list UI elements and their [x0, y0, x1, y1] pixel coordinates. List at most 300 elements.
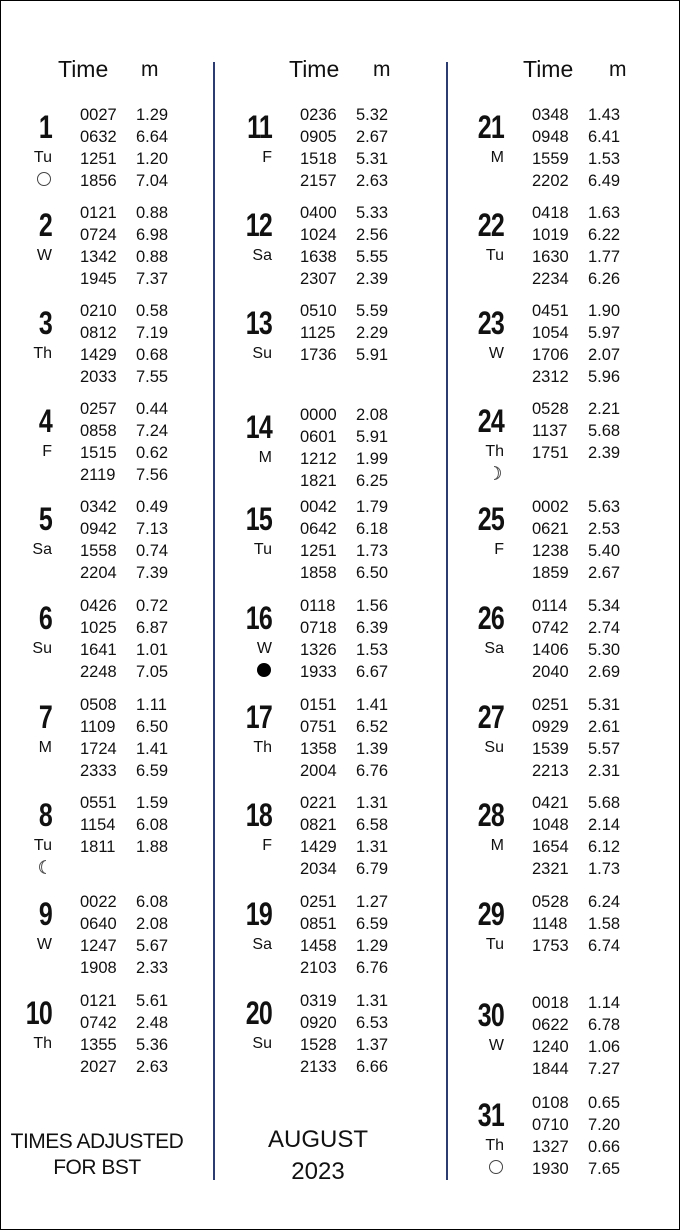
- weekday-label: Sa: [252, 247, 272, 264]
- tide-time: 1515: [80, 444, 117, 462]
- day-number: 24: [477, 403, 504, 439]
- tide-height: 2.63: [356, 172, 389, 190]
- tide-height: 5.96: [588, 368, 621, 386]
- day-number: 1: [38, 109, 52, 145]
- tide-time: 0108: [532, 1094, 569, 1112]
- day-entry-18: [245, 793, 420, 885]
- day-entry-8: [30, 793, 200, 885]
- weekday-label: Su: [252, 1035, 272, 1052]
- tide-time: 0251: [532, 696, 569, 714]
- tide-height: 6.78: [588, 1016, 621, 1034]
- bst-note-line1: TIMES ADJUSTED: [10, 1130, 184, 1153]
- day-number: 13: [245, 305, 272, 341]
- tide-height: 6.76: [356, 959, 389, 977]
- tide-height: 5.91: [356, 428, 389, 446]
- tide-time: 0718: [300, 619, 337, 637]
- day-number: 5: [38, 501, 52, 537]
- tide-time: 1856: [80, 172, 117, 190]
- tide-height: 0.62: [136, 444, 169, 462]
- tide-time: 1930: [532, 1160, 569, 1178]
- tide-height: 2.39: [588, 444, 621, 462]
- tide-height: 1.11: [136, 696, 167, 714]
- tide-time: 0319: [300, 992, 337, 1010]
- tide-height: 5.63: [588, 498, 621, 516]
- tide-height: 7.05: [136, 663, 169, 681]
- tide-time: 0210: [80, 302, 117, 320]
- tide-height: 1.31: [356, 992, 389, 1010]
- tide-height: 1.58: [588, 915, 621, 933]
- tide-height: 2.39: [356, 270, 389, 288]
- tide-height: 6.50: [136, 718, 169, 736]
- tide-time: 0342: [80, 498, 117, 516]
- weekday-label: W: [488, 345, 504, 362]
- weekday-label: M: [490, 837, 504, 854]
- day-number: 17: [245, 699, 272, 735]
- tide-height: 6.53: [356, 1014, 389, 1032]
- tide-time: 1327: [532, 1138, 569, 1156]
- tide-time: 1251: [300, 542, 337, 560]
- tide-height: 2.29: [356, 324, 389, 342]
- tide-height: 6.50: [356, 564, 389, 582]
- tide-height: 2.21: [588, 400, 621, 418]
- tide-time: 0942: [80, 520, 117, 538]
- tide-time: 0221: [300, 794, 337, 812]
- tide-time: 1355: [80, 1036, 117, 1054]
- tide-height: 1.77: [588, 248, 621, 266]
- tide-height: 6.24: [588, 893, 621, 911]
- tide-time: 1429: [300, 838, 337, 856]
- day-entry-12: [245, 203, 420, 295]
- tide-height: 6.18: [356, 520, 389, 538]
- tide-height: 5.32: [356, 106, 389, 124]
- tide-time: 0426: [80, 597, 117, 615]
- day-number: 23: [477, 305, 504, 341]
- tide-time: 1518: [300, 150, 337, 168]
- weekday-label: Tu: [33, 149, 52, 166]
- day-entry-4: [30, 399, 200, 491]
- tide-height: 6.87: [136, 619, 169, 637]
- tide-time: 1558: [80, 542, 117, 560]
- weekday-label: Tu: [253, 541, 272, 558]
- day-number: 12: [245, 207, 272, 243]
- tide-time: 1109: [80, 718, 116, 736]
- tide-height: 0.88: [136, 204, 169, 222]
- tide-height: 5.36: [136, 1036, 169, 1054]
- height-header: m: [609, 58, 627, 81]
- tide-time: 1858: [300, 564, 337, 582]
- tide-height: 1.06: [588, 1038, 621, 1056]
- tide-time: 1751: [532, 444, 569, 462]
- tide-time: 1724: [80, 740, 117, 758]
- tide-height: 7.04: [136, 172, 169, 190]
- weekday-label: F: [262, 149, 272, 166]
- tide-height: 2.07: [588, 346, 621, 364]
- tide-height: 2.14: [588, 816, 621, 834]
- tide-height: 5.34: [588, 597, 621, 615]
- tide-time: 2103: [300, 959, 337, 977]
- tide-time: 0528: [532, 893, 569, 911]
- tide-time: 1137: [532, 422, 568, 440]
- tide-height: 1.31: [356, 838, 389, 856]
- tide-time: 2157: [300, 172, 337, 190]
- day-entry-23: [477, 301, 652, 393]
- tide-height: 7.37: [136, 270, 169, 288]
- day-entry-21: [477, 105, 652, 197]
- tide-time: 0257: [80, 400, 117, 418]
- tide-time: 0724: [80, 226, 117, 244]
- weekday-label: Tu: [485, 247, 504, 264]
- day-entry-25: [477, 497, 652, 589]
- day-entry-11: [247, 105, 420, 197]
- day-entry-14: [245, 405, 420, 497]
- tide-time: 1933: [300, 663, 337, 681]
- day-number: 10: [25, 995, 52, 1031]
- tide-height: 0.68: [136, 346, 169, 364]
- weekday-label: Th: [33, 345, 52, 362]
- day-entry-3: [30, 301, 200, 393]
- tide-time: 0002: [532, 498, 569, 516]
- tide-height: 1.39: [356, 740, 389, 758]
- tide-height: 6.39: [356, 619, 389, 637]
- tide-height: 6.52: [356, 718, 389, 736]
- day-number: 9: [38, 896, 52, 932]
- tide-time: 0742: [532, 619, 569, 637]
- tide-height: 5.31: [588, 696, 621, 714]
- tide-time: 1024: [300, 226, 337, 244]
- tide-time: 0710: [532, 1116, 569, 1134]
- tide-time: 1238: [532, 542, 569, 560]
- day-entry-30: [477, 993, 652, 1085]
- tide-height: 6.64: [136, 128, 169, 146]
- tide-time: 0348: [532, 106, 569, 124]
- tide-height: 0.66: [588, 1138, 621, 1156]
- tide-time: 1559: [532, 150, 569, 168]
- tide-time: 1342: [80, 248, 117, 266]
- day-entry-10: [25, 991, 200, 1083]
- tide-time: 1025: [80, 619, 117, 637]
- tide-height: 5.55: [356, 248, 389, 266]
- tide-height: 5.33: [356, 204, 389, 222]
- day-entry-1: [30, 105, 200, 197]
- tide-height: 7.27: [588, 1060, 621, 1078]
- tide-time: 2033: [80, 368, 117, 386]
- day-number: 29: [477, 896, 504, 932]
- day-number: 11: [247, 109, 272, 145]
- tide-time: 1908: [80, 959, 117, 977]
- tide-height: 1.37: [356, 1036, 389, 1054]
- tide-height: 1.43: [588, 106, 621, 124]
- day-number: 20: [245, 995, 272, 1031]
- tide-height: 5.68: [588, 794, 621, 812]
- tide-time: 2312: [532, 368, 569, 386]
- tide-time: 2004: [300, 762, 337, 780]
- tide-height: 5.67: [136, 937, 169, 955]
- weekday-label: Sa: [484, 640, 504, 657]
- tide-time: 2204: [80, 564, 117, 582]
- day-number: 7: [38, 699, 52, 735]
- day-number: 28: [477, 797, 504, 833]
- tide-time: 0640: [80, 915, 117, 933]
- tide-time: 1358: [300, 740, 337, 758]
- tide-time: 1048: [532, 816, 569, 834]
- tide-height: 2.67: [588, 564, 621, 582]
- tide-height: 2.74: [588, 619, 621, 637]
- day-number: 8: [38, 797, 52, 833]
- month-name: AUGUST: [267, 1126, 368, 1153]
- day-number: 27: [477, 699, 504, 735]
- day-entry-19: [245, 892, 420, 984]
- tide-time: 0151: [300, 696, 337, 714]
- tide-time: 2333: [80, 762, 117, 780]
- tide-height: 6.41: [588, 128, 621, 146]
- tide-time: 1844: [532, 1060, 569, 1078]
- weekday-label: Tu: [33, 837, 52, 854]
- tide-time: 1019: [532, 226, 569, 244]
- tide-height: 5.68: [588, 422, 621, 440]
- tide-height: 7.39: [136, 564, 169, 582]
- weekday-label: W: [36, 936, 52, 953]
- last-quarter-moon-icon: [36, 859, 52, 875]
- weekday-label: Su: [484, 739, 504, 756]
- tide-height: 5.40: [588, 542, 621, 560]
- tide-height: 6.26: [588, 270, 621, 288]
- tide-height: 0.72: [136, 597, 169, 615]
- tide-height: 2.08: [356, 406, 389, 424]
- tide-time: 0929: [532, 718, 569, 736]
- tide-time: 1212: [300, 450, 337, 468]
- tide-height: 1.29: [356, 937, 389, 955]
- tide-time: 0621: [532, 520, 569, 538]
- tide-height: 1.73: [588, 860, 621, 878]
- tide-time: 0236: [300, 106, 337, 124]
- tide-time: 0920: [300, 1014, 337, 1032]
- tide-height: 7.13: [136, 520, 169, 538]
- tide-height: 6.12: [588, 838, 621, 856]
- tide-time: 0421: [532, 794, 569, 812]
- tide-time: 0508: [80, 696, 117, 714]
- tide-time: 1539: [532, 740, 569, 758]
- tide-time: 1247: [80, 937, 117, 955]
- tide-height: 0.88: [136, 248, 169, 266]
- day-number: 26: [477, 600, 504, 636]
- tide-time: 1154: [80, 816, 116, 834]
- tide-height: 6.22: [588, 226, 621, 244]
- day-entry-2: [30, 203, 200, 295]
- tide-time: 2213: [532, 762, 569, 780]
- bst-note: [2, 1129, 192, 1181]
- full-moon-icon: [36, 171, 52, 187]
- tide-height: 7.55: [136, 368, 169, 386]
- tide-height: 2.33: [136, 959, 169, 977]
- tide-height: 2.08: [136, 915, 169, 933]
- year: 2023: [291, 1158, 345, 1185]
- weekday-label: Su: [252, 345, 272, 362]
- height-header: m: [141, 58, 159, 81]
- day-number: 15: [245, 501, 272, 537]
- full-moon-icon: [488, 1159, 504, 1175]
- tide-time: 0118: [300, 597, 336, 615]
- tide-time: 1654: [532, 838, 569, 856]
- tide-time: 1811: [80, 838, 116, 856]
- day-entry-16: [245, 596, 420, 688]
- tide-time: 1125: [300, 324, 336, 342]
- tide-height: 2.53: [588, 520, 621, 538]
- tide-height: 0.65: [588, 1094, 621, 1112]
- weekday-label: W: [36, 247, 52, 264]
- tide-time: 0601: [300, 428, 337, 446]
- tide-height: 5.59: [356, 302, 389, 320]
- day-number: 16: [245, 600, 272, 636]
- tide-height: 1.99: [356, 450, 389, 468]
- weekday-label: F: [42, 443, 52, 460]
- day-number: 21: [477, 109, 504, 145]
- tide-height: 2.56: [356, 226, 389, 244]
- tide-time: 1753: [532, 937, 569, 955]
- weekday-label: Th: [485, 443, 504, 460]
- tide-time: 0642: [300, 520, 337, 538]
- tide-height: 1.41: [356, 696, 389, 714]
- day-number: 3: [38, 305, 52, 341]
- tide-height: 6.76: [356, 762, 389, 780]
- day-entry-6: [30, 596, 200, 688]
- day-entry-29: [477, 892, 652, 984]
- tide-height: 7.24: [136, 422, 169, 440]
- weekday-label: M: [490, 149, 504, 166]
- tide-height: 6.74: [588, 937, 621, 955]
- day-entry-7: [30, 695, 200, 787]
- tide-time: 1630: [532, 248, 569, 266]
- tide-time: 2202: [532, 172, 569, 190]
- tide-height: 6.59: [136, 762, 169, 780]
- tide-time: 0948: [532, 128, 569, 146]
- tide-height: 7.19: [136, 324, 169, 342]
- tide-height: 0.58: [136, 302, 169, 320]
- tide-time: 0121: [80, 204, 117, 222]
- tide-height: 5.31: [356, 150, 389, 168]
- tide-height: 1.31: [356, 794, 389, 812]
- tide-height: 1.63: [588, 204, 621, 222]
- tide-height: 2.69: [588, 663, 621, 681]
- tide-time: 1240: [532, 1038, 569, 1056]
- tide-height: 6.08: [136, 893, 169, 911]
- tide-height: 1.73: [356, 542, 389, 560]
- tide-time: 0821: [300, 816, 337, 834]
- weekday-label: Th: [253, 739, 272, 756]
- weekday-label: Su: [32, 640, 52, 657]
- day-entry-22: [477, 203, 652, 295]
- day-entry-5: [30, 497, 200, 589]
- tide-time: 1821: [300, 472, 337, 490]
- tide-time: 0000: [300, 406, 337, 424]
- tide-height: 2.48: [136, 1014, 169, 1032]
- tide-time: 1148: [532, 915, 568, 933]
- tide-height: 1.90: [588, 302, 621, 320]
- tide-time: 0400: [300, 204, 337, 222]
- tide-time: 1859: [532, 564, 569, 582]
- weekday-label: Th: [33, 1035, 52, 1052]
- first-quarter-moon-icon: [488, 465, 504, 481]
- day-entry-28: [477, 793, 652, 885]
- tide-time: 1326: [300, 641, 337, 659]
- day-number: 14: [245, 409, 272, 445]
- tide-height: 5.57: [588, 740, 621, 758]
- tide-height: 5.91: [356, 346, 389, 364]
- tide-time: 0528: [532, 400, 569, 418]
- tide-time: 0858: [80, 422, 117, 440]
- weekday-label: W: [256, 640, 272, 657]
- tide-height: 2.31: [588, 762, 621, 780]
- tide-height: 1.53: [588, 150, 621, 168]
- tide-time: 0251: [300, 893, 337, 911]
- tide-time: 0121: [80, 992, 117, 1010]
- day-entry-31: [477, 1093, 652, 1185]
- tide-time: 1945: [80, 270, 117, 288]
- tide-height: 6.66: [356, 1058, 389, 1076]
- tide-height: 5.30: [588, 641, 621, 659]
- weekday-label: Th: [485, 1137, 504, 1154]
- weekday-label: F: [494, 541, 504, 558]
- day-number: 4: [38, 403, 52, 439]
- day-entry-20: [245, 991, 420, 1083]
- new-moon-icon: [256, 662, 272, 678]
- tide-height: 1.14: [588, 994, 621, 1012]
- tide-time: 1528: [300, 1036, 337, 1054]
- weekday-label: M: [38, 739, 52, 756]
- tide-time: 2027: [80, 1058, 117, 1076]
- tide-time: 0418: [532, 204, 569, 222]
- tide-time: 0622: [532, 1016, 569, 1034]
- tide-height: 6.79: [356, 860, 389, 878]
- tide-height: 6.59: [356, 915, 389, 933]
- day-entry-9: [30, 892, 200, 984]
- tide-height: 1.56: [356, 597, 389, 615]
- day-entry-15: [245, 497, 420, 589]
- column-divider-right: [446, 62, 448, 1180]
- time-header: Time: [289, 56, 340, 82]
- tide-height: 1.88: [136, 838, 169, 856]
- tide-height: 7.65: [588, 1160, 621, 1178]
- height-header: m: [373, 58, 391, 81]
- tide-height: 5.61: [136, 992, 169, 1010]
- day-entry-13: [245, 301, 420, 393]
- tide-time: 2034: [300, 860, 337, 878]
- tide-height: 0.44: [136, 400, 169, 418]
- tide-height: 1.59: [136, 794, 169, 812]
- tide-height: 1.01: [136, 641, 169, 659]
- tide-height: 2.67: [356, 128, 389, 146]
- tide-height: 2.61: [588, 718, 621, 736]
- tide-time: 0551: [80, 794, 117, 812]
- column-divider-left: [213, 62, 215, 1180]
- tide-height: 1.41: [136, 740, 169, 758]
- bst-note-line2: FOR BST: [53, 1156, 141, 1179]
- tide-height: 6.49: [588, 172, 621, 190]
- tide-time: 2133: [300, 1058, 337, 1076]
- tide-time: 2307: [300, 270, 337, 288]
- tide-height: 1.27: [356, 893, 389, 911]
- weekday-label: M: [258, 449, 272, 466]
- day-entry-27: [477, 695, 652, 787]
- tide-time: 0022: [80, 893, 117, 911]
- tide-height: 1.20: [136, 150, 169, 168]
- day-entry-26: [477, 596, 652, 688]
- tide-height: 5.97: [588, 324, 621, 342]
- tide-height: 0.49: [136, 498, 169, 516]
- tide-time: 0510: [300, 302, 337, 320]
- tide-time: 0851: [300, 915, 337, 933]
- tide-time: 1251: [80, 150, 117, 168]
- tide-time: 0632: [80, 128, 117, 146]
